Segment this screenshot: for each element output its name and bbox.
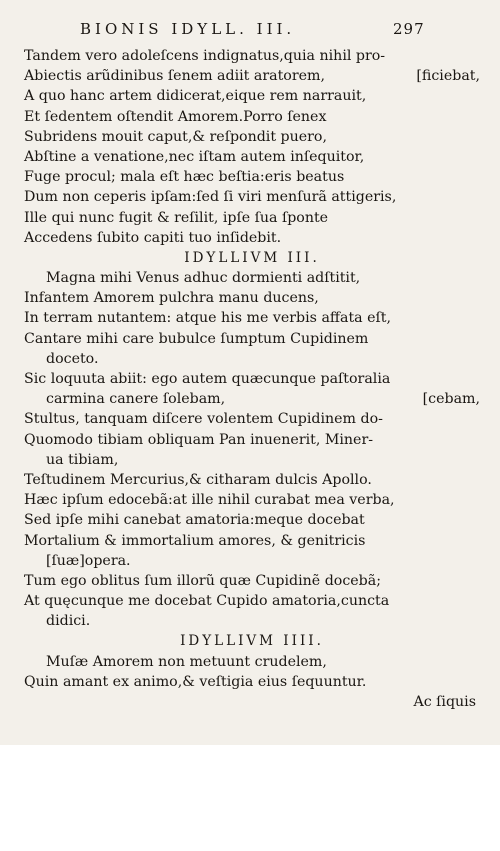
- line-text: Dum non ceperis ipſam:ſed ſi viri menſurã attigeris,: [24, 189, 397, 206]
- text-line: [24, 187, 480, 207]
- line-text: A quo hanc artem didicerat,eique rem narrauit,: [24, 88, 367, 105]
- text-line: [24, 268, 480, 288]
- line-text: Abſtine a venatione,nec iſtam autem inſequitor,: [24, 148, 365, 165]
- line-text: Ille qui nunc fugit & reſilit, ipſe ſua ſponte: [24, 209, 329, 226]
- text-line: [24, 127, 480, 147]
- text-line: [24, 107, 480, 127]
- catchword: [24, 692, 480, 712]
- line-text: doceto.: [46, 350, 99, 367]
- line-text: Tandem vero adoleſcens indignatus,quia nihil pro-: [24, 48, 386, 64]
- text-line: [24, 531, 480, 551]
- text-line: [24, 208, 480, 228]
- line-text: Ac ſiquis: [413, 694, 476, 710]
- line-text: Cantare mihi care bubulce ſumptum Cupidinem: [24, 330, 369, 347]
- text-line: [24, 167, 480, 187]
- line-text: ua tibiam,: [46, 451, 119, 468]
- line-text: Hæc ipſum edocebã:at ille nihil curabat mea verba,: [24, 492, 395, 509]
- line-text: Tum ego oblitus ſum illorũ quæ Cupidinẽ docebã;: [24, 572, 381, 589]
- line-text: Stultus, tanquam diſcere volentem Cupidinem do-: [24, 411, 383, 428]
- text-line: [24, 430, 480, 450]
- line-text: carmina canere ſolebam,: [46, 391, 226, 408]
- line-text: IDYLLIVM III.: [184, 249, 320, 266]
- text-line: [24, 389, 480, 409]
- line-text: Sic loquuta abiit: ego autem quæcunque paſtoralia: [24, 371, 391, 387]
- text-line: [24, 349, 480, 369]
- text-line: [24, 551, 480, 571]
- page-number: 297: [393, 20, 425, 38]
- section-heading: [24, 631, 480, 651]
- text-block: [24, 46, 480, 712]
- line-text: Et ſedentem oſtendit Amorem.Porro ſenex: [24, 108, 327, 125]
- text-line: [24, 46, 480, 66]
- line-text: [ſuæ]opera.: [46, 552, 131, 569]
- line-text: Quomodo tibiam obliquam Pan inuenerit, Miner-: [24, 431, 374, 448]
- text-line: [24, 470, 480, 490]
- line-text: Subridens mouit caput,& reſpondit puero,: [24, 128, 327, 145]
- text-line: [24, 571, 480, 591]
- line-text: Accedens ſubito capiti tuo inſidebit.: [24, 229, 282, 246]
- line-text: Sed ipſe mihi canebat amatoria:meque docebat: [24, 512, 365, 529]
- text-line: [24, 409, 480, 429]
- line-text: didici.: [46, 613, 91, 630]
- line-text: Abiectis arũdinibus ſenem adiit aratorem,: [24, 68, 325, 85]
- text-line: [24, 66, 480, 86]
- text-line: [24, 591, 480, 611]
- line-text: IDYLLIVM IIII.: [180, 633, 324, 650]
- text-line: [24, 652, 480, 672]
- line-text: Teſtudinem Mercurius,& citharam dulcis Apollo.: [24, 471, 372, 488]
- line-text: In terram nutantem: atque his me verbis affata eſt,: [24, 310, 391, 327]
- text-line: [24, 308, 480, 328]
- line-text: Quin amant ex animo,& veſtigia eius ſequuntur.: [24, 673, 367, 690]
- line-text: Fuge procul; mala eſt hæc beſtia:eris beatus: [24, 169, 345, 186]
- line-text: Infantem Amorem pulchra manu ducens,: [24, 290, 319, 307]
- line-text: At quęcunque me docebat Cupido amatoria,cuncta: [24, 593, 390, 610]
- text-line: [24, 672, 480, 692]
- section-heading: [24, 248, 480, 268]
- text-line: [24, 86, 480, 106]
- text-line: [24, 147, 480, 167]
- text-line: [24, 490, 480, 510]
- text-line: [24, 228, 480, 248]
- text-line: [24, 288, 480, 308]
- line-text: Muſæ Amorem non metuunt crudelem,: [46, 653, 327, 670]
- line-tail-text: [ficiebat,: [416, 68, 480, 85]
- blank-margin: [0, 745, 500, 851]
- text-line: [24, 450, 480, 470]
- text-line: [24, 369, 480, 389]
- text-line: [24, 611, 480, 631]
- line-text: Magna mihi Venus adhuc dormienti adſtitit,: [46, 270, 361, 287]
- line-text: Mortalium & immortalium amores, & genitricis: [24, 532, 366, 549]
- text-line: [24, 329, 480, 349]
- text-line: [24, 510, 480, 530]
- line-tail-text: [cebam,: [422, 391, 480, 408]
- running-title: BIONIS IDYLL. III.: [80, 20, 296, 38]
